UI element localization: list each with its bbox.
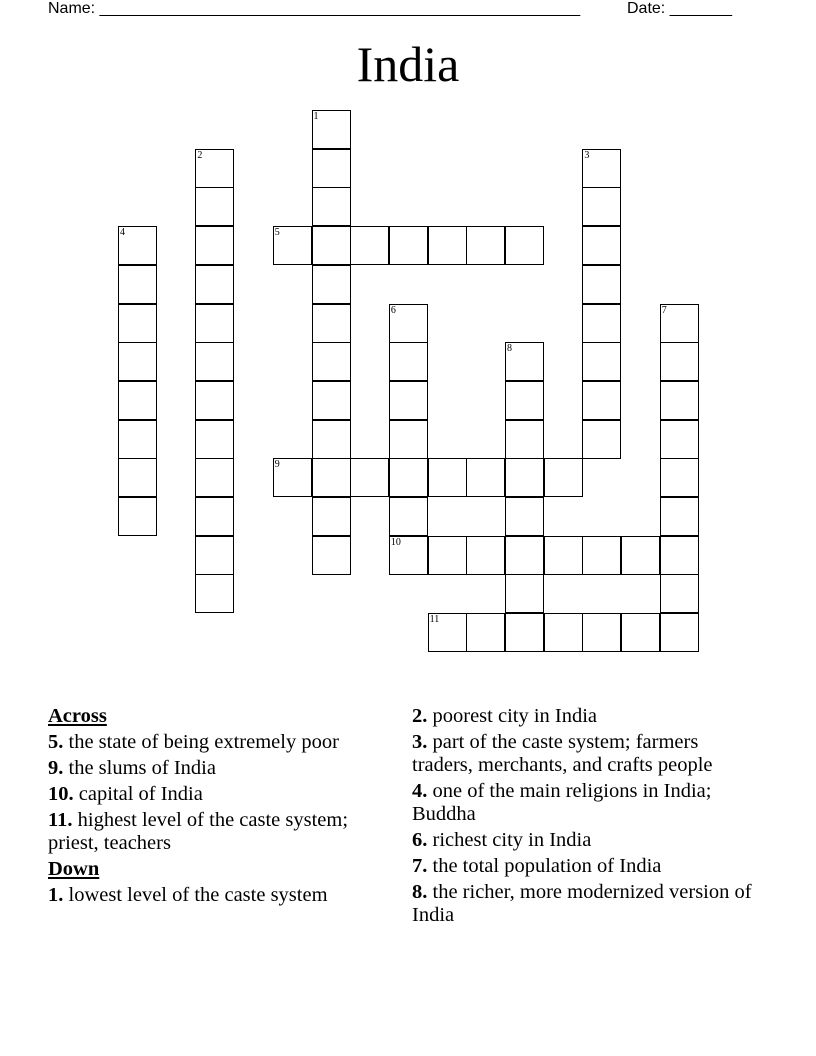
grid-cell[interactable] <box>544 613 583 652</box>
grid-cell[interactable] <box>312 265 351 304</box>
grid-cell[interactable] <box>660 342 699 381</box>
grid-cell[interactable] <box>350 458 389 497</box>
grid-cell[interactable] <box>389 381 428 420</box>
clue-number: 11. <box>48 809 73 831</box>
clue-number: 10. <box>48 783 74 805</box>
clue-number: 5. <box>48 731 64 753</box>
grid-cell[interactable] <box>428 613 467 652</box>
clue-number-label: 4 <box>120 227 125 239</box>
grid-cell[interactable] <box>195 381 234 420</box>
grid-cell[interactable] <box>582 536 621 575</box>
grid-cell[interactable] <box>312 342 351 381</box>
grid-cell[interactable] <box>195 187 234 226</box>
grid-cell[interactable] <box>660 613 699 652</box>
grid-cell[interactable] <box>505 574 544 613</box>
grid-cell[interactable] <box>582 187 621 226</box>
grid-cell[interactable] <box>118 342 157 381</box>
down-heading: Down <box>48 858 100 880</box>
clue-number-label: 6 <box>390 304 396 316</box>
grid-cell[interactable] <box>660 381 699 420</box>
grid-cell[interactable] <box>505 497 544 536</box>
grid-cell[interactable] <box>582 265 621 304</box>
clue-number: 1. <box>48 884 64 906</box>
grid-cell[interactable] <box>428 226 467 265</box>
clue-text: capital of India <box>78 783 203 805</box>
clue-number-label: 5 <box>274 227 280 239</box>
clue-number: 9. <box>48 757 64 779</box>
grid-cell[interactable] <box>118 226 157 265</box>
grid-cell[interactable] <box>428 536 467 575</box>
grid-cell[interactable] <box>621 536 660 575</box>
grid-cell[interactable] <box>195 226 234 265</box>
clue-down-6 <box>412 829 762 852</box>
grid-cell[interactable] <box>195 265 234 304</box>
clue-down-1 <box>48 884 388 907</box>
grid-cell[interactable] <box>389 420 428 459</box>
clue-down-7 <box>412 855 762 878</box>
grid-cell[interactable] <box>660 574 699 613</box>
clue-down-2 <box>412 705 762 728</box>
grid-cell[interactable] <box>544 536 583 575</box>
grid-cell[interactable] <box>195 149 234 188</box>
grid-cell[interactable] <box>195 497 234 536</box>
grid-cell[interactable] <box>312 226 351 265</box>
grid-cell[interactable] <box>195 458 234 497</box>
clue-text: poorest city in India <box>432 705 598 727</box>
date-field-line: Date: _______ <box>627 0 732 17</box>
grid-cell[interactable] <box>118 304 157 343</box>
clue-number-label: 9 <box>274 459 280 471</box>
clue-text: lowest level of the caste system <box>68 884 328 906</box>
clue-number-label: 11 <box>429 614 440 626</box>
grid-cell[interactable] <box>505 420 544 459</box>
grid-cell[interactable] <box>195 536 234 575</box>
clue-number: 2. <box>412 705 428 727</box>
clue-text: the total population of India <box>432 855 662 877</box>
page-title: India <box>356 36 460 92</box>
clue-number-label: 8 <box>507 343 512 355</box>
grid-cell[interactable] <box>660 304 699 343</box>
clue-down-3 <box>412 731 762 777</box>
grid-cell[interactable] <box>582 304 621 343</box>
grid-cell[interactable] <box>389 536 428 575</box>
grid-cell[interactable] <box>660 536 699 575</box>
grid-cell[interactable] <box>118 381 157 420</box>
clue-text: one of the main religions in India; Buddha <box>412 780 712 825</box>
clue-number: 3. <box>412 731 428 753</box>
clue-number-label: 2 <box>197 149 203 161</box>
grid-cell[interactable] <box>505 342 544 381</box>
clue-down-8 <box>412 881 762 927</box>
grid-cell[interactable] <box>195 342 234 381</box>
grid-cell[interactable] <box>582 613 621 652</box>
clue-text: the state of being extremely poor <box>68 731 339 753</box>
grid-cell[interactable] <box>312 381 351 420</box>
clues-right-column <box>412 705 762 930</box>
grid-cell[interactable] <box>660 458 699 497</box>
grid-cell[interactable] <box>389 342 428 381</box>
grid-cell[interactable] <box>312 304 351 343</box>
grid-cell[interactable] <box>466 458 505 497</box>
grid-cell[interactable] <box>118 265 157 304</box>
grid-cell[interactable] <box>660 497 699 536</box>
grid-cell[interactable] <box>505 458 544 497</box>
grid-cell[interactable] <box>389 226 428 265</box>
grid-cell[interactable] <box>312 149 351 188</box>
grid-cell[interactable] <box>466 226 505 265</box>
grid-cell[interactable] <box>389 458 428 497</box>
grid-cell[interactable] <box>582 381 621 420</box>
grid-cell[interactable] <box>312 536 351 575</box>
clue-across-5 <box>48 731 388 754</box>
grid-cell[interactable] <box>312 458 351 497</box>
grid-cell[interactable] <box>389 497 428 536</box>
grid-cell[interactable] <box>582 342 621 381</box>
clue-number: 8. <box>412 881 428 903</box>
clue-text: highest level of the caste system; priest, teachers <box>48 809 349 854</box>
grid-cell[interactable] <box>582 149 621 188</box>
grid-cell[interactable] <box>466 536 505 575</box>
grid-cell[interactable] <box>621 613 660 652</box>
grid-cell[interactable] <box>195 420 234 459</box>
across-heading: Across <box>48 705 107 727</box>
grid-cell[interactable] <box>312 110 351 149</box>
clue-number-label: 1 <box>313 111 319 122</box>
grid-cell[interactable] <box>273 226 312 265</box>
grid-cell[interactable] <box>389 304 428 343</box>
grid-cell[interactable] <box>195 304 234 343</box>
clue-across-9 <box>48 757 388 780</box>
clue-across-11 <box>48 809 388 855</box>
clues-left-column <box>48 705 388 910</box>
clue-text: the slums of India <box>68 757 216 779</box>
grid-cell[interactable] <box>582 420 621 459</box>
grid-cell[interactable] <box>505 381 544 420</box>
clue-number-label: 3 <box>584 149 590 161</box>
grid-cell[interactable] <box>195 574 234 613</box>
grid-cell[interactable] <box>350 226 389 265</box>
clue-text: part of the caste system; farmers traders, merchants, and crafts people <box>412 731 713 776</box>
grid-cell[interactable] <box>312 420 351 459</box>
clue-number: 4. <box>412 780 428 802</box>
grid-cell[interactable] <box>544 458 583 497</box>
clue-text: richest city in India <box>432 829 592 851</box>
clue-down-4 <box>412 780 762 826</box>
clue-text: the richer, more modernized version of India <box>412 881 752 926</box>
clue-across-10 <box>48 783 388 806</box>
grid-cell[interactable] <box>505 226 544 265</box>
grid-cell[interactable] <box>466 613 505 652</box>
name-field-line: Name: ______________________________________________________ <box>48 0 581 17</box>
grid-cell[interactable] <box>582 226 621 265</box>
grid-cell[interactable] <box>118 420 157 459</box>
grid-cell[interactable] <box>118 497 157 536</box>
grid-cell[interactable] <box>428 458 467 497</box>
clue-number: 7. <box>412 855 428 877</box>
grid-cell[interactable] <box>505 536 544 575</box>
clue-number: 6. <box>412 829 428 851</box>
clue-number-label: 10 <box>390 536 401 548</box>
grid-cell[interactable] <box>273 458 312 497</box>
grid-cell[interactable] <box>312 497 351 536</box>
grid-cell[interactable] <box>660 420 699 459</box>
grid-cell[interactable] <box>118 458 157 497</box>
clue-number-label: 7 <box>661 304 667 316</box>
grid-cell[interactable] <box>312 187 351 226</box>
grid-cell[interactable] <box>505 613 544 652</box>
